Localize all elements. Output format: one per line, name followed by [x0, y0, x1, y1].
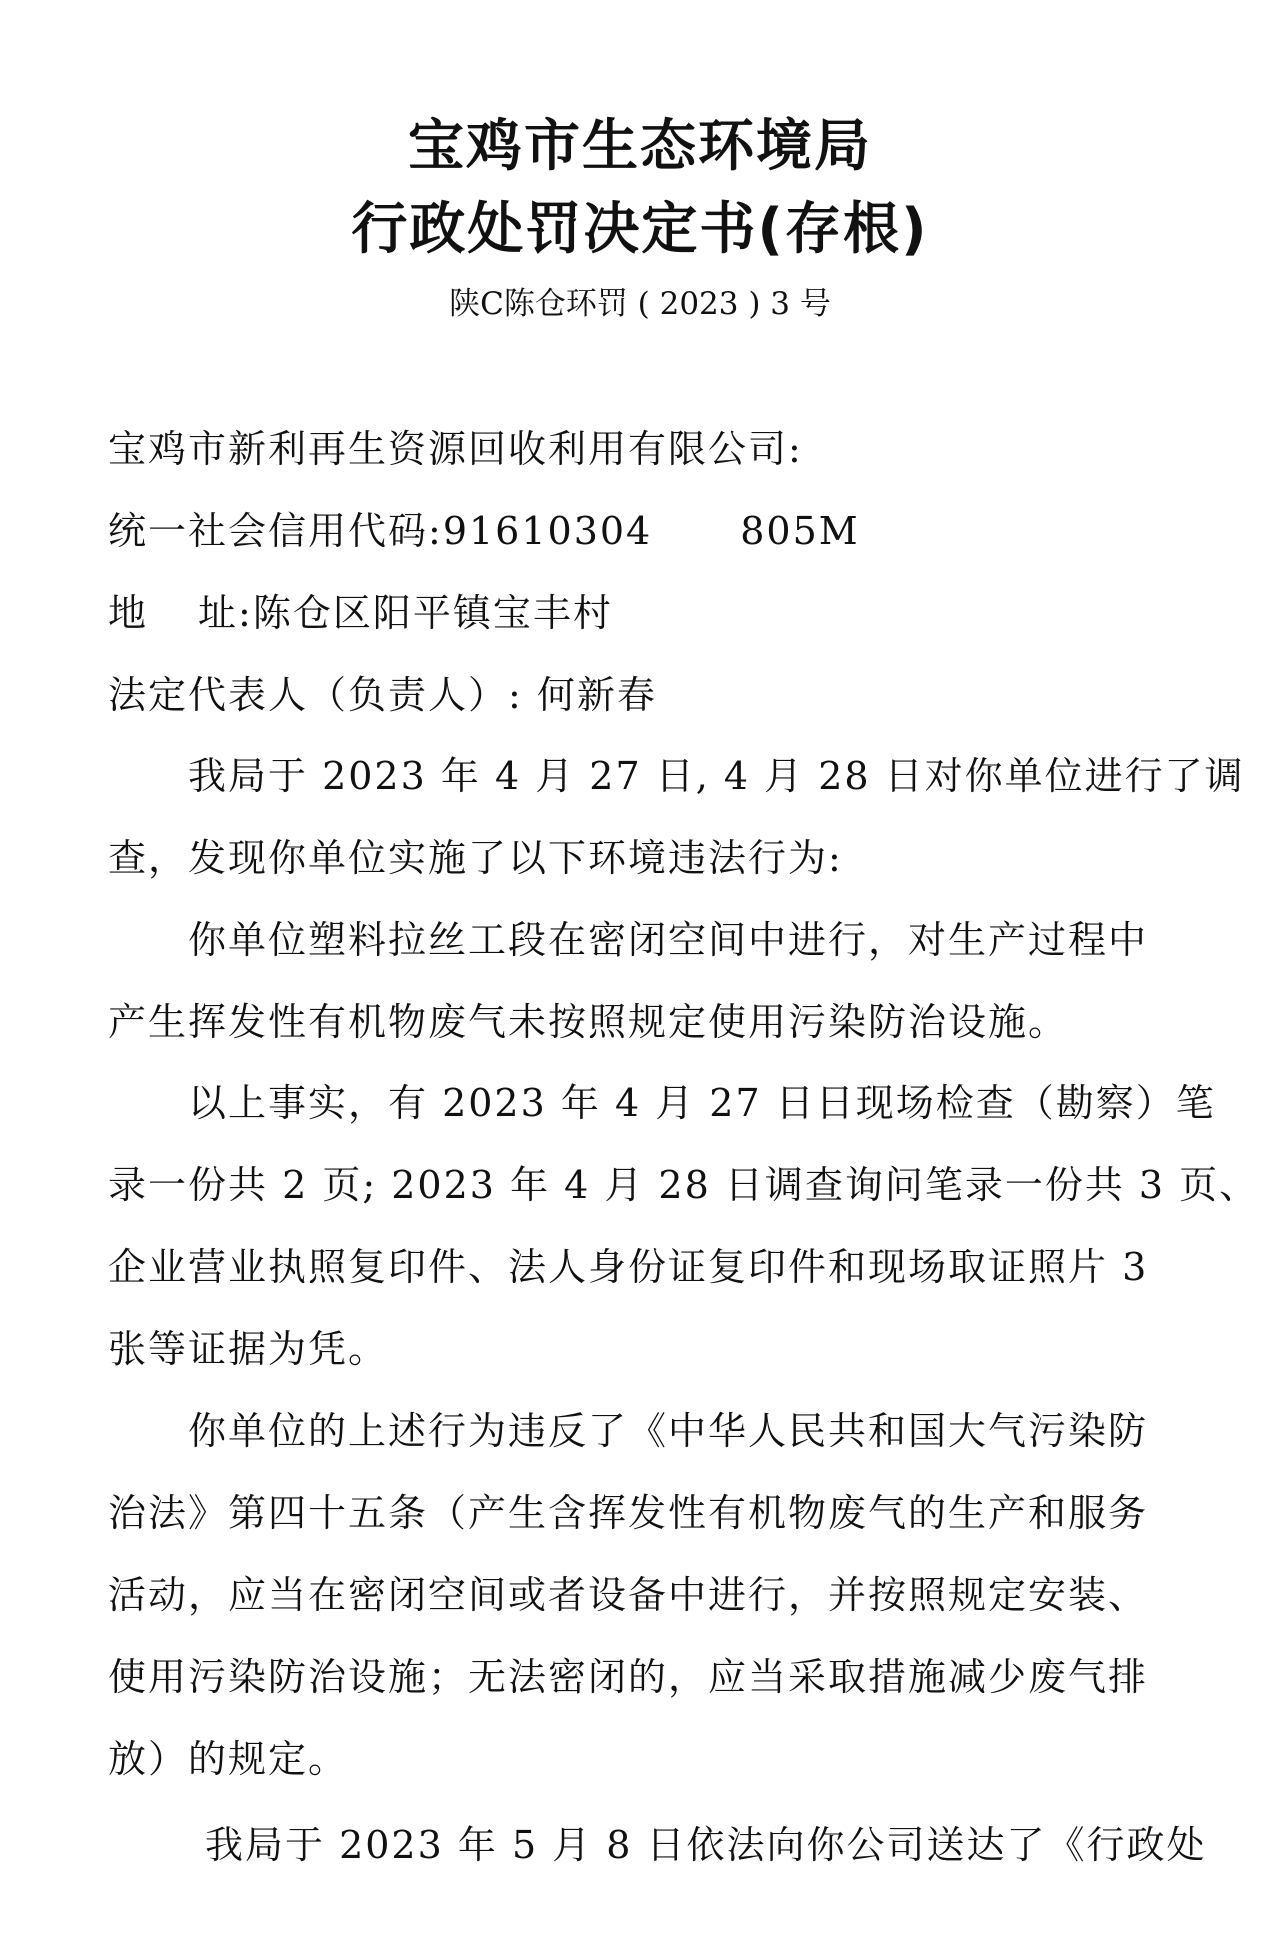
body-line: 活动，应当在密闭空间或者设备中进行，并按照规定安装、 [108, 1573, 1149, 1617]
body-line: 以上事实，有 2023 年 4 月 27 日日现场检查（勘察）笔 [188, 1081, 1216, 1125]
body-line: 使用污染防治设施；无法密闭的，应当采取措施减少废气排 [108, 1655, 1149, 1699]
body-line: 录一份共 2 页; 2023 年 4 月 28 日调查询问笔录一份共 3 页、 [108, 1163, 1260, 1207]
credit-code-label: 统一社会信用代码: [108, 509, 443, 553]
address-line [108, 582, 613, 637]
document-title-line2: 行政处罚决定书(存根) [351, 197, 929, 262]
legal-representative: 法定代表人（负责人）: 何新春 [108, 673, 657, 717]
body-line: 我局于 2023 年 5 月 8 日依法向你公司送达了《行政处 [205, 1823, 1207, 1867]
body-line: 查，发现你单位实施了以下环境违法行为: [108, 836, 843, 880]
credit-code-part2: 805M [740, 509, 860, 553]
company-name: 宝鸡市新利再生资源回收利用有限公司: [108, 427, 803, 471]
body-line: 我局于 2023 年 4 月 27 日, 4 月 28 日对你单位进行了调 [188, 754, 1245, 798]
document-title-line1: 宝鸡市生态环境局 [408, 114, 872, 179]
credit-code-line [108, 500, 860, 555]
body-line: 企业营业执照复印件、法人身份证复印件和现场取证照片 3 [108, 1245, 1149, 1289]
body-line: 治法》第四十五条（产生含挥发性有机物废气的生产和服务 [108, 1491, 1149, 1535]
credit-code-part1: 91610304 [442, 509, 653, 553]
address-label-a: 地 [108, 591, 149, 635]
document-number: 陕C陈仓环罚 ( 2023 ) 3 号 [449, 286, 831, 322]
address-value: 陈仓区阳平镇宝丰村 [252, 591, 613, 635]
body-line: 产生挥发性有机物废气未按照规定使用污染防治设施。 [108, 1000, 1069, 1044]
address-label-b: 址: [198, 591, 253, 635]
body-line: 放）的规定。 [108, 1737, 349, 1781]
body-line: 你单位塑料拉丝工段在密闭空间中进行，对生产过程中 [188, 918, 1149, 962]
body-line: 你单位的上述行为违反了《中华人民共和国大气污染防 [188, 1409, 1149, 1453]
body-line: 张等证据为凭。 [108, 1327, 389, 1371]
